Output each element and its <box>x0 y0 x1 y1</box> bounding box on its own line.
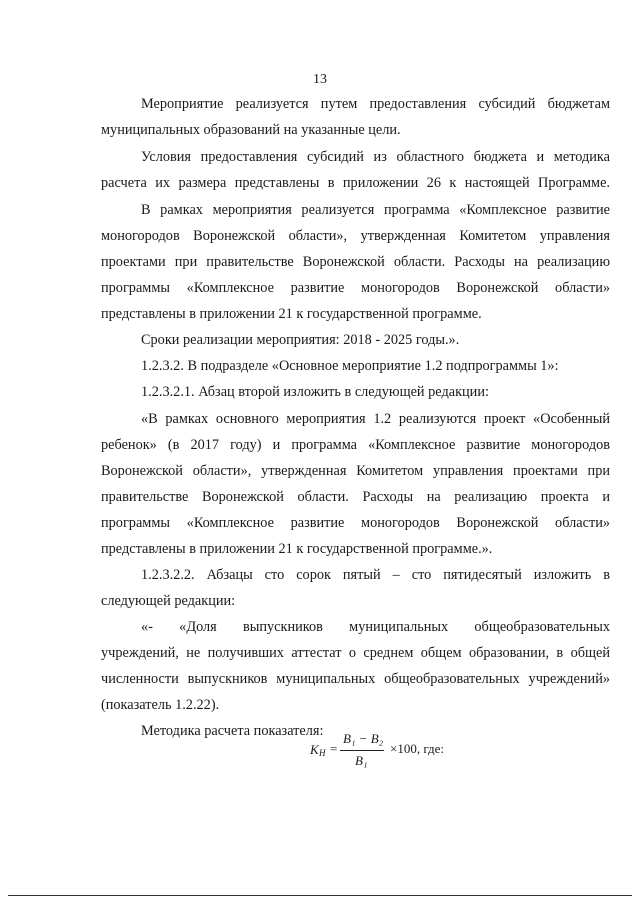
formula-equals: = <box>330 741 338 756</box>
paragraph-line: численности выпускников муниципальных общеобразовательных учреждений» <box>101 671 610 687</box>
paragraph-line: программы «Комплексное развитие моногородов Воронежской области» <box>101 515 610 531</box>
paragraph-line: 1.2.3.2.1. Абзац второй изложить в следующей редакции: <box>141 384 489 400</box>
paragraph-line: следующей редакции: <box>101 593 236 609</box>
formula-numerator: B₁ − B₂ <box>343 731 384 746</box>
page-bottom-rule <box>8 895 632 896</box>
paragraph-line: В рамках мероприятия реализуется программа «Комплексное развитие <box>141 202 610 218</box>
paragraph-line: Методика расчета показателя: <box>141 723 324 739</box>
paragraph-line: «В рамках основного мероприятия 1.2 реализуются проект «Особенный <box>141 411 610 427</box>
paragraph-line: учреждений, не получивших аттестат о среднем общем образовании, в общей <box>101 645 610 661</box>
formula <box>310 726 490 776</box>
formula-lhs-subscript: Н <box>319 748 326 758</box>
paragraph-line: Мероприятие реализуется путем предоставления субсидий бюджетам <box>141 96 610 112</box>
paragraph-line: представлены в приложении 21 к государственной программе.». <box>101 541 493 557</box>
paragraph-line: Условия предоставления субсидий из областного бюджета и методика <box>141 149 610 165</box>
paragraph-line: 1.2.3.2. В подразделе «Основное мероприятие 1.2 подпрограммы 1»: <box>141 358 559 374</box>
paragraph-line: моногородов Воронежской области», утвержденная Комитетом управления <box>101 228 610 244</box>
page-number: 13 <box>313 72 327 87</box>
fraction-line <box>340 750 384 751</box>
paragraph-line: муниципальных образований на указанные цели. <box>101 122 401 138</box>
paragraph-line: представлены в приложении 21 к государственной программе. <box>101 306 482 322</box>
paragraph-line: ребенок» (в 2017 году) и программа «Комплексное развитие моногородов <box>101 437 610 453</box>
paragraph-line: Воронежской области», утвержденная Комитетом управления проектами при <box>101 463 610 479</box>
paragraph-line: Сроки реализации мероприятия: 2018 - 2025 годы.». <box>141 332 460 348</box>
paragraph-line: правительстве Воронежской области. Расходы на реализацию проекта и <box>101 489 610 505</box>
paragraph-line: проектами при правительстве Воронежской области. Расходы на реализацию <box>101 254 610 270</box>
paragraph-line: программы «Комплексное развитие моногородов Воронежской области» <box>101 280 610 296</box>
paragraph-line: «- «Доля выпускников муниципальных общеобразовательных <box>141 619 610 635</box>
formula-lhs: K <box>310 742 319 757</box>
paragraph-line: 1.2.3.2.2. Абзацы сто сорок пятый – сто пятидесятый изложить в <box>141 567 610 583</box>
paragraph-line: (показатель 1.2.22). <box>101 697 220 713</box>
formula-denominator: B₁ <box>355 753 368 768</box>
paragraph-line: расчета их размера представлены в приложении 26 к настоящей Программе. <box>101 175 610 191</box>
formula-tail: ×100, где: <box>390 741 445 756</box>
